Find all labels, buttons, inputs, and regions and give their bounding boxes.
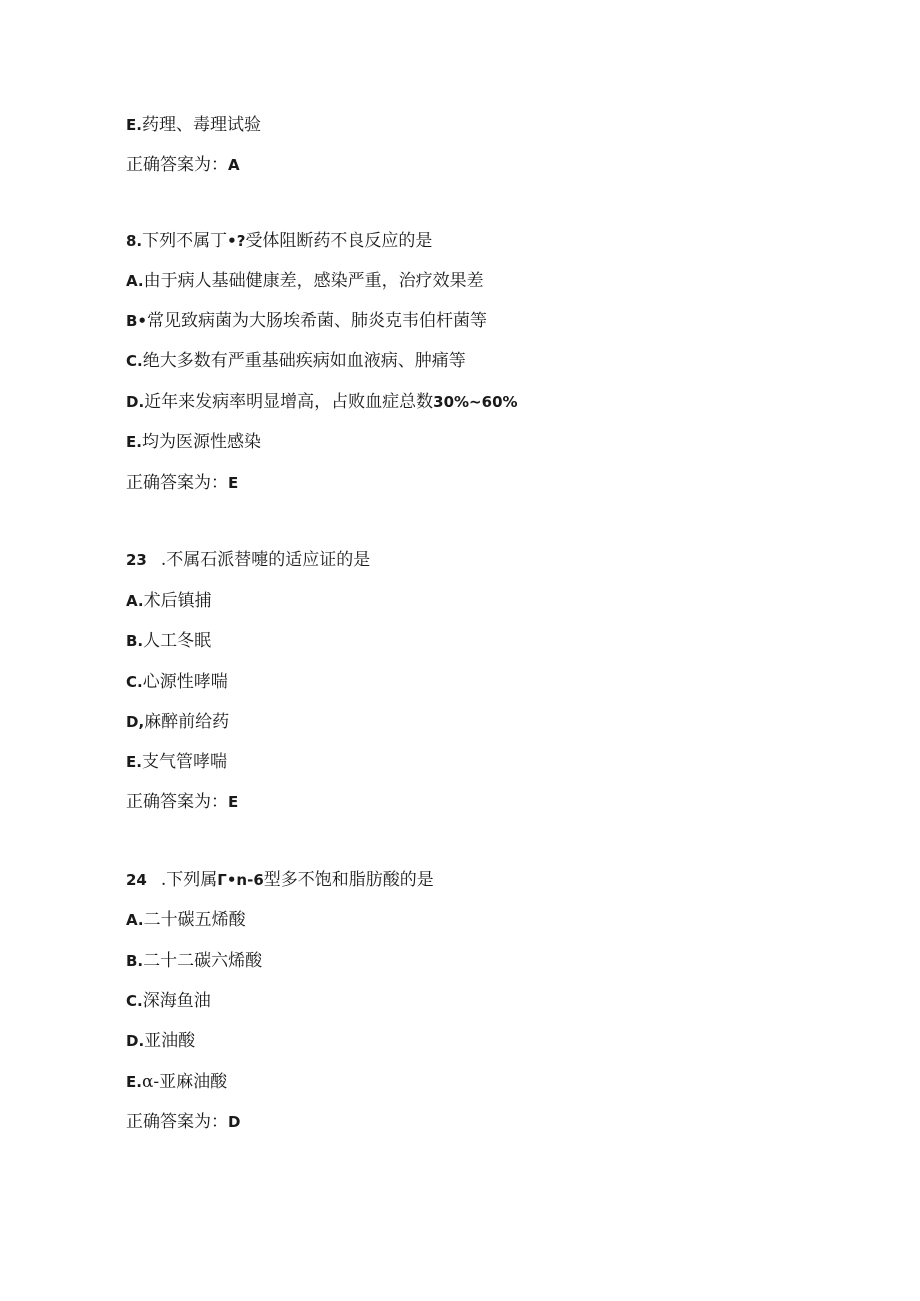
option-d	[126, 712, 229, 732]
option-text: 深海鱼油	[142, 991, 211, 1011]
question-stem	[126, 231, 432, 251]
option-label: E.	[126, 1073, 142, 1091]
stem-text-post: 型多不饱和脂肪酸的是	[263, 870, 434, 890]
option-text: α-亚麻油酸	[141, 1072, 228, 1092]
option-label: E.	[126, 116, 142, 134]
question-number: 23	[126, 551, 147, 569]
stem-symbol: Γ•n-6	[217, 871, 264, 889]
answer-prefix: 正确答案为：	[126, 473, 228, 493]
option-text: 麻醉前给药	[144, 712, 230, 732]
option-text: 常见致病菌为大肠埃希菌、肺炎克韦伯杆菌等	[147, 311, 488, 331]
option-e	[126, 752, 227, 772]
question-stem	[126, 870, 434, 890]
answer-value: A	[228, 156, 240, 174]
stem-text: .不属石派替嚏的适应证的是	[160, 550, 371, 570]
option-a	[126, 591, 212, 611]
answer-line	[126, 473, 238, 493]
option-label: C.	[126, 673, 143, 691]
option-text: 二十二碳六烯酸	[143, 951, 263, 971]
option-b	[126, 951, 262, 971]
option-text: 术后镇捕	[143, 591, 212, 611]
answer-prefix: 正确答案为：	[126, 1112, 228, 1132]
question-stem	[126, 550, 370, 570]
option-label: A.	[126, 911, 144, 929]
option-text: 二十碳五烯酸	[143, 910, 246, 930]
option-text: 均为医源性感染	[141, 432, 261, 452]
answer-value: E	[228, 474, 239, 492]
option-text: 心源性哮喘	[142, 672, 228, 692]
option-b	[126, 311, 487, 331]
option-label: B•	[126, 312, 148, 330]
option-text: 绝大多数有严重基础疾病如血液病、肿痛等	[142, 351, 466, 371]
option-d	[126, 392, 518, 412]
option-label: D.	[126, 1032, 145, 1050]
answer-line	[126, 1112, 240, 1132]
option-c	[126, 351, 466, 371]
stem-text-pre: .下列属	[160, 870, 218, 890]
option-text: 药理、毒理试验	[141, 115, 261, 135]
option-label: B.	[126, 632, 144, 650]
stem-text-pre: 下列不属丁	[142, 231, 228, 251]
answer-line	[126, 792, 238, 812]
option-a	[126, 910, 246, 930]
option-e	[126, 1072, 227, 1092]
answer-prefix: 正确答案为：	[126, 155, 228, 175]
answer-value: E	[228, 793, 239, 811]
answer-line	[126, 155, 240, 175]
option-e	[126, 115, 261, 135]
option-text: 由于病人基础健康差，感染严重，治疗效果差	[143, 271, 484, 291]
option-label: A.	[126, 592, 144, 610]
option-text: 人工冬眠	[143, 631, 212, 651]
option-label: B.	[126, 952, 144, 970]
option-text: 近年来发病率明显增高，占败血症总数	[144, 392, 434, 412]
option-label: E.	[126, 433, 142, 451]
option-label: D.	[126, 393, 145, 411]
option-e	[126, 432, 261, 452]
stem-symbol: •?	[227, 232, 246, 250]
stem-text-post: 受体阻断药不良反应的是	[245, 231, 433, 251]
option-label: E.	[126, 753, 142, 771]
option-b	[126, 631, 211, 651]
option-label: C.	[126, 992, 143, 1010]
option-label: A.	[126, 272, 144, 290]
option-label: D,	[126, 713, 145, 731]
question-number: 8.	[126, 232, 143, 250]
option-text: 支气管哮喘	[141, 752, 227, 772]
option-c	[126, 672, 228, 692]
option-text: 亚油酸	[144, 1031, 196, 1051]
option-d	[126, 1031, 195, 1051]
question-number: 24	[126, 871, 147, 889]
option-a	[126, 271, 484, 291]
option-label: C.	[126, 352, 143, 370]
option-c	[126, 991, 211, 1011]
answer-prefix: 正确答案为：	[126, 792, 228, 812]
option-percent: 30%~60%	[433, 393, 518, 411]
answer-value: D	[228, 1113, 241, 1131]
